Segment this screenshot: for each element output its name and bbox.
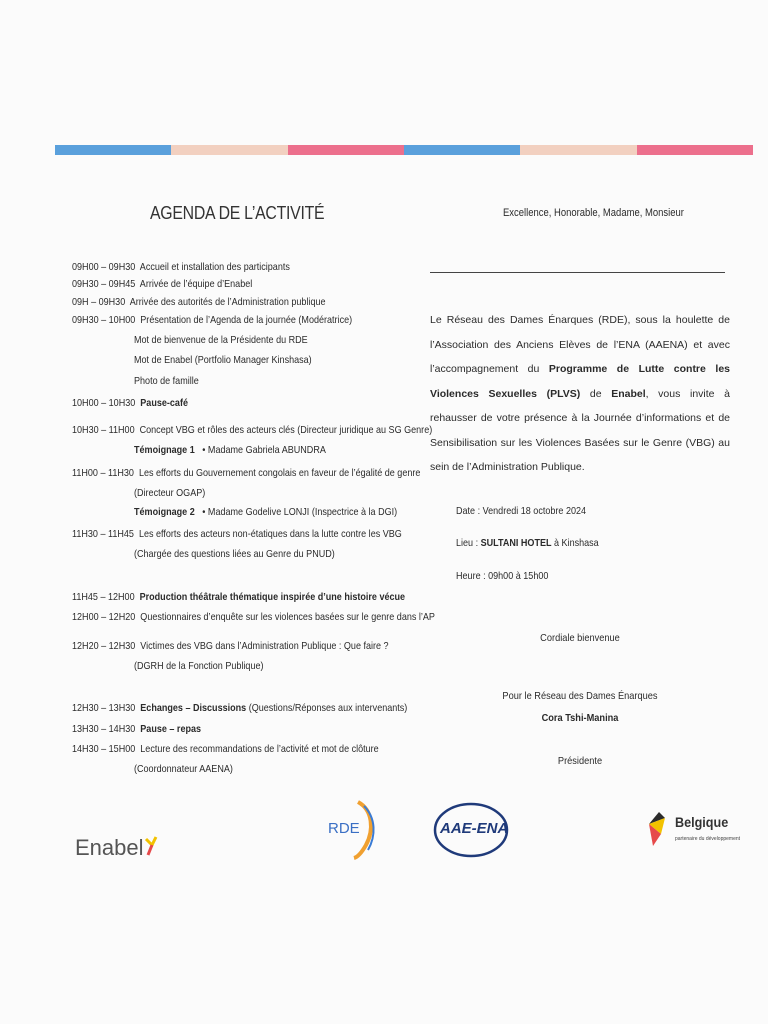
agenda-sub: (Chargée des questions liées au Genre du PNUD) bbox=[134, 548, 335, 560]
agenda-title: AGENDA DE L’ACTIVITÉ bbox=[150, 203, 325, 223]
agenda-item: 11H45 – 12H00 Production théâtrale thématique inspirée d’une histoire vécue bbox=[72, 591, 406, 603]
agenda-item: 14H30 – 15H00 Lecture des recommandations de l’activité et mot de clôture bbox=[72, 743, 379, 755]
welcome-text: Cordiale bienvenue bbox=[540, 632, 620, 644]
signature-name: Cora Tshi-Manina bbox=[541, 712, 619, 724]
belgique-logo: Belgique partenaire du développement bbox=[645, 810, 745, 855]
agenda-sub: (Directeur OGAP) bbox=[134, 487, 206, 499]
event-date: Date : Vendredi 18 octobre 2024 bbox=[456, 505, 587, 517]
agenda-item: 09H30 – 10H00 Présentation de l’Agenda de la journée (Modératrice) bbox=[72, 314, 353, 326]
event-location: Lieu : SULTANI HOTEL à Kinshasa bbox=[456, 537, 599, 549]
name-line bbox=[430, 272, 725, 273]
agenda-sub: (Coordonnateur AAENA) bbox=[134, 763, 233, 775]
enabel-logo: Enabel bbox=[75, 835, 158, 861]
agenda-sub: Photo de famille bbox=[134, 375, 199, 387]
agenda-item: 12H00 – 12H20 Questionnaires d’enquête sur les violences basées sur le genre dans l’AP bbox=[72, 611, 435, 623]
agenda-sub: Mot de bienvenue de la Présidente du RDE bbox=[134, 334, 308, 346]
agenda-item: 09H30 – 09H45 Arrivée de l’équipe d’Enabel bbox=[72, 278, 253, 290]
color-stripe bbox=[55, 145, 753, 155]
event-time: Heure : 09h00 à 15h00 bbox=[456, 570, 549, 582]
belgique-flag-icon bbox=[645, 810, 669, 850]
agenda-item: 11H00 – 11H30 Les efforts du Gouvernement congolais en faveur de l’égalité de genre bbox=[72, 467, 421, 479]
signature-org: Pour le Réseau des Dames Énarques bbox=[502, 690, 658, 702]
rde-logo: RDE bbox=[328, 800, 378, 860]
agenda-item: 09H00 – 09H30 Accueil et installation des participants bbox=[72, 261, 290, 273]
greeting: Excellence, Honorable, Madame, Monsieur bbox=[503, 207, 684, 219]
invitation-text: Le Réseau des Dames Énarques (RDE), sous la houlette de l’Association des Anciens Elèves de l’ENA (AAENA) et avec l’accompagnement du Programme de Lutte contre les Violences Sexuelles (PLVS) de Enabel, vous invite à rehausser de votre présence à la Journée d’informations et de Sensibilisation sur les Violences Basées sur le Genre (VBG) au sein de l’Administration Publique. bbox=[430, 314, 731, 473]
agenda-item: 10H30 – 11H00 Concept VBG et rôles des acteurs clés (Directeur juridique au SG Genre) bbox=[72, 424, 433, 436]
agenda-item: 12H20 – 12H30 Victimes des VBG dans l’Administration Publique : Que faire ? bbox=[72, 640, 389, 652]
agenda-item: 12H30 – 13H30 Echanges – Discussions (Questions/Réponses aux intervenants) bbox=[72, 702, 408, 714]
agenda-sub: (DGRH de la Fonction Publique) bbox=[134, 660, 264, 672]
signature-role: Présidente bbox=[557, 755, 603, 767]
agenda-sub: Mot de Enabel (Portfolio Manager Kinshasa) bbox=[134, 354, 312, 366]
agenda-item: 11H30 – 11H45 Les efforts des acteurs non-étatiques dans la lutte contre les VBG bbox=[72, 528, 402, 540]
agenda-item: 13H30 – 14H30 Pause – repas bbox=[72, 723, 202, 735]
enabel-mark-icon bbox=[144, 835, 158, 857]
agenda-item: 09H – 09H30 Arrivée des autorités de l’Administration publique bbox=[72, 296, 326, 308]
testimony: Témoignage 2 • Madame Godelive LONJI (Inspectrice à la DGI) bbox=[134, 506, 398, 518]
agenda-item: 10H00 – 10H30 Pause-café bbox=[72, 397, 188, 409]
testimony: Témoignage 1 • Madame Gabriela ABUNDRA bbox=[134, 444, 326, 456]
aae-ena-logo: AAE-ENA bbox=[432, 800, 510, 860]
